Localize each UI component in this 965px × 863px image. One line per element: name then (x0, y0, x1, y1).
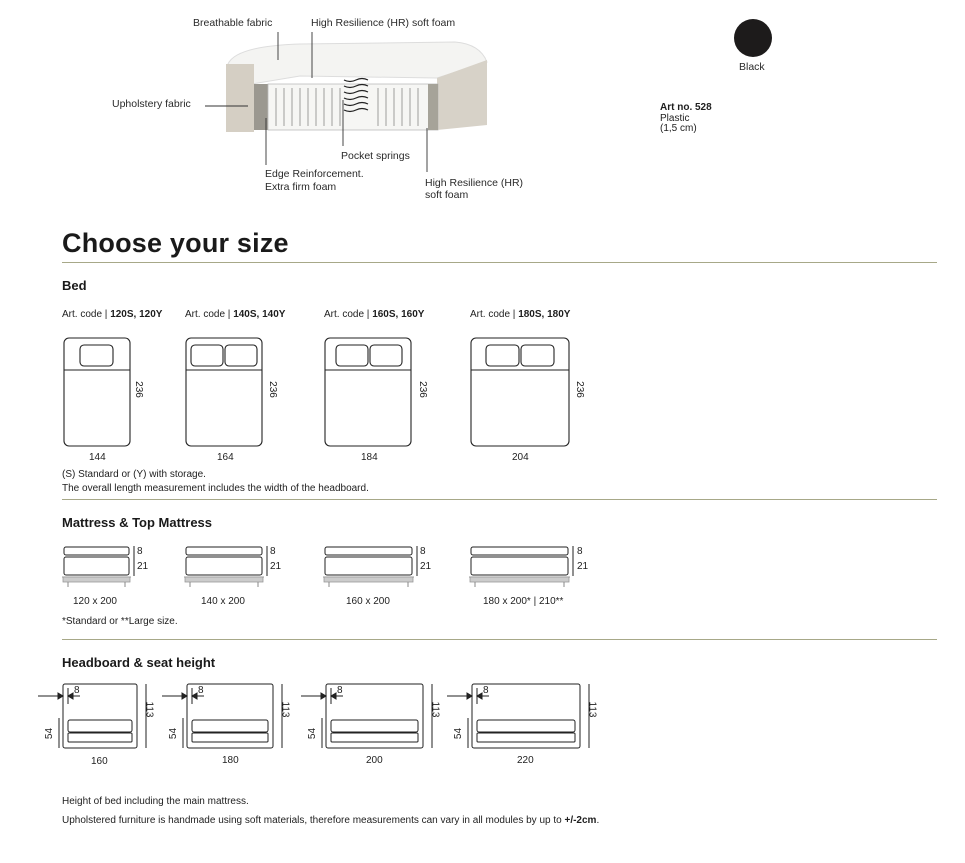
mattress-main-h-3: 21 (420, 561, 432, 572)
label-extra-firm-foam: Extra firm foam (265, 181, 337, 193)
bed-width-180: 204 (512, 452, 529, 463)
headboard-depth-1: 8 (74, 685, 80, 696)
bed-code-180: Art. code | 180S, 180Y (470, 309, 571, 320)
label-upholstery-fabric: Upholstery fabric (112, 98, 191, 110)
seat-height-4: 54 (453, 727, 465, 740)
label-breathable-fabric: Breathable fabric (193, 17, 273, 29)
bed-length-180: 236 (573, 381, 585, 398)
label-hr-foam-1: High Resilience (HR) (425, 177, 524, 189)
seat-height-3: 54 (307, 727, 319, 740)
bed-code-160: Art. code | 160S, 160Y (324, 309, 425, 320)
mattress-heading: Mattress & Top Mattress (62, 515, 213, 530)
headboard-depth-3: 8 (337, 685, 343, 696)
label-hr-foam-2: soft foam (425, 189, 469, 201)
article-number: Art no. 528 (660, 102, 712, 113)
mattress-main-h-2: 21 (270, 561, 282, 572)
mattress-main-h-1: 21 (137, 561, 149, 572)
bed-heading: Bed (62, 278, 87, 293)
mattress-top-h-1: 8 (137, 546, 143, 557)
headboard-width-180: 180 (222, 755, 239, 766)
mattress-size-160: 160 x 200 (346, 596, 390, 607)
bed-width-160: 184 (361, 452, 378, 463)
bed-note-1: (S) Standard or (Y) with storage. (62, 469, 206, 480)
footer-note-2: Upholstered furniture is handmade using soft materials, therefore measurements can vary in all modules by up to +/-2cm. (62, 815, 600, 826)
seat-height-2: 54 (168, 727, 180, 740)
bed-width-120: 144 (89, 452, 106, 463)
bed-width-140: 164 (217, 452, 234, 463)
color-name: Black (739, 61, 765, 73)
headboard-width-160: 160 (91, 756, 108, 767)
headboard-depth-2: 8 (198, 685, 204, 696)
headboard-heading: Headboard & seat height (62, 655, 216, 670)
bed-length-120: 236 (132, 381, 144, 398)
bed-length-140: 236 (266, 381, 278, 398)
headboard-width-200: 200 (366, 755, 383, 766)
mattress-size-180: 180 x 200* | 210** (483, 596, 564, 607)
mattress-size-120: 120 x 200 (73, 596, 117, 607)
headboard-depth-4: 8 (483, 685, 489, 696)
mattress-top-h-4: 8 (577, 546, 583, 557)
mattress-top-h-3: 8 (420, 546, 426, 557)
headboard-height-3: 113 (429, 701, 441, 718)
mattress-top-h-2: 8 (270, 546, 276, 557)
headboard-height-4: 113 (586, 701, 598, 718)
label-edge-reinforcement: Edge Reinforcement. (265, 168, 364, 180)
label-hr-soft-foam: High Resilience (HR) soft foam (311, 17, 456, 29)
label-pocket-springs: Pocket springs (341, 150, 410, 162)
headboard-height-1: 113 (143, 701, 155, 718)
bed-code-140: Art. code | 140S, 140Y (185, 309, 286, 320)
page-title: Choose your size (62, 228, 289, 258)
bed-note-2: The overall length measurement includes the width of the headboard. (62, 483, 369, 494)
bed-length-160: 236 (416, 381, 428, 398)
article-size: (1,5 cm) (660, 123, 697, 134)
footer-note-1: Height of bed including the main mattress. (62, 796, 249, 807)
mattress-size-140: 140 x 200 (201, 596, 245, 607)
seat-height-1: 54 (44, 727, 56, 740)
mattress-main-h-4: 21 (577, 561, 589, 572)
headboard-width-220: 220 (517, 755, 534, 766)
bed-code-120: Art. code | 120S, 120Y (62, 309, 163, 320)
mattress-note: *Standard or **Large size. (62, 616, 178, 627)
article-material: Plastic (660, 113, 690, 124)
headboard-height-2: 113 (279, 701, 291, 718)
